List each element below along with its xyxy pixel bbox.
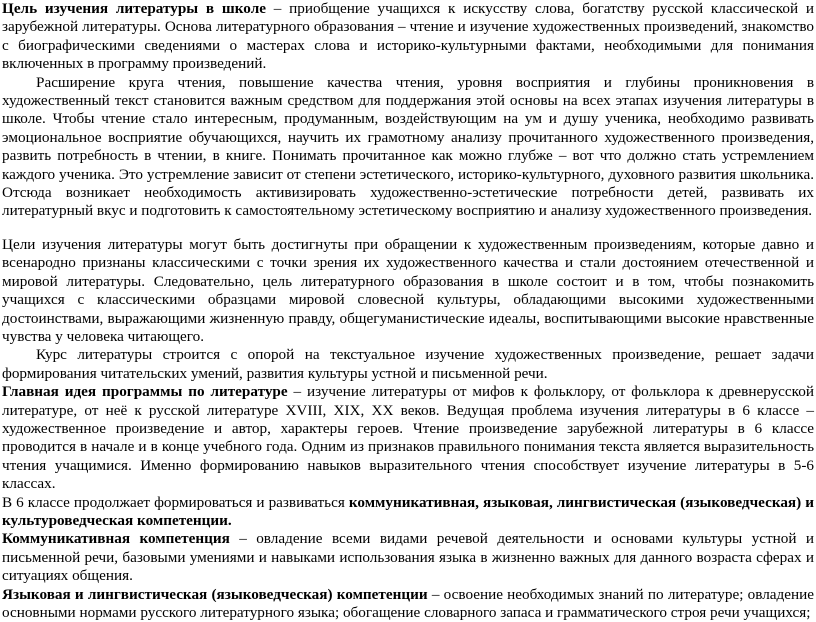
paragraph-communicative-competence [2,530,814,585]
paragraph-main-idea [2,383,814,493]
paragraph-text: – приобщение учащихся к искусству слова, богатству русской классической и зарубежной литературы. Основа литературного образования – чтение и изучение художественных произведений, знакомство с биографическими сведениями о мастерах слова и историко-культурными фактами, необходимыми для понимания включенных в программу произведений. [2,0,814,73]
term-linguistic-competence: Языковая и лингвистическая (языковедческая) компетенции [2,585,428,603]
paragraph-reading-expansion: Расширение круга чтения, повышение качества чтения, уровня восприятия и глубины проникновения в художественный текст становится важным средством для поддержания этой основы на всех этапах изучения литературы в школе. Чтобы чтение стало интересным, продуманным, воздействующим на ум и душу ученика, необходимо развивать эмоциональное восприятие обучающихся, научить их грамотному анализу прочитанного художественного произведения, развить потребность в чтении, в книге. Понимать прочитанное как можно глубже – вот что должно стать устремлением каждого ученика. Это устремление зависит от степени эстетического, историко-культурного, духовного развития школьника. Отсюда возникает необходимость активизировать художественно-эстетические потребности детей, развивать их литературный вкус и подготовить к самостоятельному эстетическому восприятию и анализу художественного произведения. [2,73,814,220]
paragraph-text: – изучение литературы от мифов к фольклору, от фольклора к древнерусской литературе, от неё к русской литературе XVIII, XIX, XX веков. Ведущая проблема изучения литературы в 6 классе – художественное произведение и автор, характеры героев. Чтение произведение зарубежной литературы в 6 классе проводится в начале и в конце учебного года. Одним из признаков правильного понимания текста является выразительность чтения учащимися. Именно формированию навыков выразительного чтения способствует изучение литературы в 5-6 классах. [2,383,814,493]
document-body [2,0,814,622]
paragraph-linguistic-competence [2,586,814,622]
paragraph-text: – овладение всеми видами речевой деятельности и основами культуры устной и письменной речи, базовыми умениями и навыками использования языка в жизненно важных для данного возраста сферах и ситуациях общения. [2,530,815,585]
paragraph-competencies [2,494,814,531]
term-communicative-competence: Коммуникативная компетенция [2,530,230,548]
paragraph-school-literature-goal [2,0,814,74]
term-goal-of-literature-study: Цель изучения литературы в школе [2,0,266,17]
paragraph-course-structure: Курс литературы строится с опорой на текстуальное изучение художественных произведение, решает задачи формирования читательских умений, развития культуры устной и письменной речи. [2,346,814,382]
term-competencies-list: коммуникативная, языковая, лингвистическая (языковедческая) и культуроведческая компетенции. [2,493,814,529]
paragraph-text: – освоение необходимых знаний по литературе; овладение основными нормами русского литературного языка; обогащение словарного запаса и грамматического строя речи учащихся; [2,585,814,621]
term-main-idea: Главная идея программы по литературе [2,383,288,401]
paragraph-classic-works: Цели изучения литературы могут быть достигнуты при обращении к художественным произведениям, которые давно и всенародно признаны классическими с точки зрения их художественного качества и стали достоянием отечественной и мировой литературы. Следовательно, цель литературного образования в школе состоит и в том, чтобы познакомить учащихся с классическими образцами мировой словесной культуры, обладающими высокими художественными достоинствами, выражающими жизненную правду, общегуманистические идеалы, воспитывающими высокие нравственные чувства у человека читающего. [2,235,814,345]
paragraph-text: В 6 классе продолжает формироваться и развиваться [2,493,349,511]
